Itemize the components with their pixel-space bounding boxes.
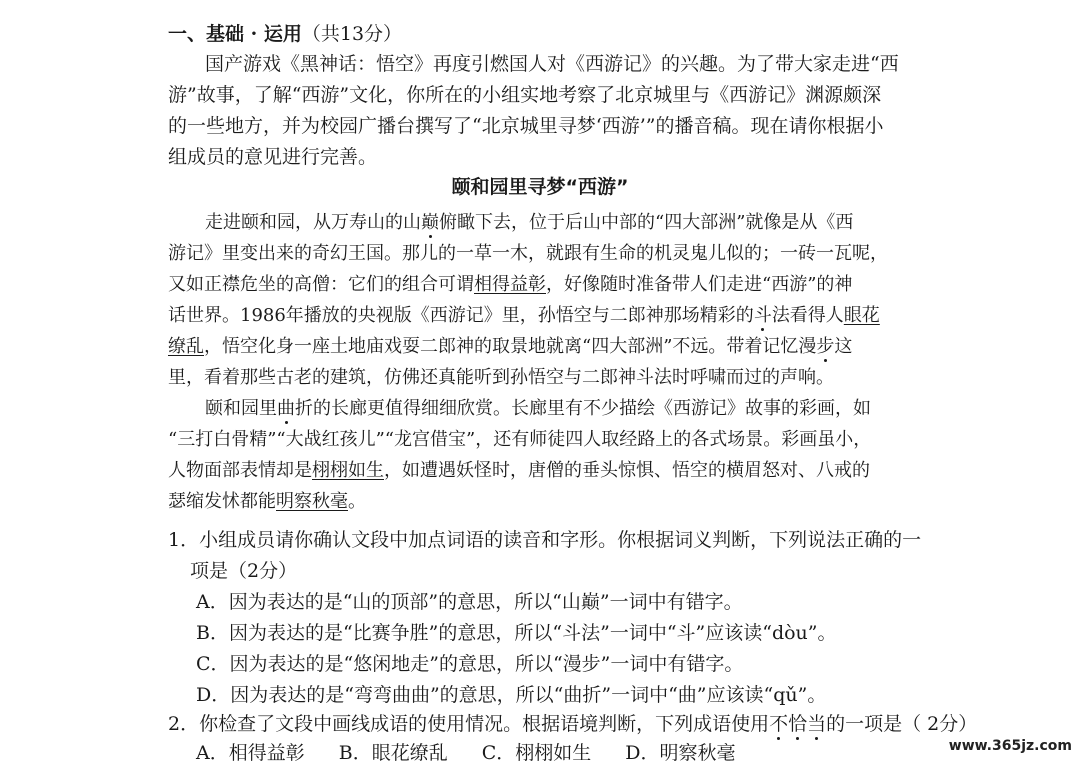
article-line: 话世界。1986年播放的央视版《西游记》里，孙悟空与二郎神那场精彩的斗法看得人眼花 [168,305,880,326]
question-1-option: B．因为表达的是“比赛争胜”的意思，所以“斗法”一词中“斗”应该读“dòu”。 [196,622,837,644]
question-1-option: A．因为表达的是“山的顶部”的意思，所以“山巅”一词中有错字。 [196,591,743,613]
article-line: 缭乱，悟空化身一座土地庙戏耍二郎神的取景地就离“四大部洲”不远。带着记忆漫步这 [168,336,853,357]
article-line: 瑟缩发怵都能明察秋毫。 [168,491,366,512]
question-1-stem: 项是（2分） [190,560,298,582]
underlined-idiom: 相得益彰 [474,274,546,295]
article-title: 颐和园里寻梦“西游” [451,176,629,198]
intro-line: 游”故事，了解“西游”文化，你所在的小组实地考察了北京城里与《西游记》渊源颇深 [168,84,882,106]
question-2-option: C．栩栩如生 [481,742,592,764]
section-points: （共13分） [301,23,403,45]
question-2-option: A．相得益彰 [196,742,305,764]
intro-line: 组成员的意见进行完善。 [168,146,378,168]
underlined-idiom: 缭乱 [168,336,204,357]
question-1-option: D．因为表达的是“弯弯曲曲”的意思，所以“曲折”一词中“曲”应该读“qǔ”。 [196,684,827,706]
article-line: 里，看着那些古老的建筑，仿佛还真能听到孙悟空与二郎神斗法时呼啸而过的声响。 [168,367,834,388]
article-line: “三打白骨精”“大战红孩儿”“龙宫借宝”，还有师徒四人取经路上的各式场景。彩画虽小， [168,429,872,450]
article-line: 又如正襟危坐的高僧：它们的组合可谓相得益彰，好像随时准备带人们走进“西游”的神 [168,274,853,295]
section-heading [168,20,402,48]
article-line: 走进颐和园，从万寿山的山巅俯瞰下去，位于后山中部的“四大部洲”就像是从《西 [205,212,854,233]
underlined-idiom: 明察秋毫 [276,491,348,512]
article-line: 颐和园里曲折的长廊更值得细细欣赏。长廊里有不少描绘《西游记》故事的彩画，如 [205,398,871,419]
watermark: www.365jz.com [948,738,1072,754]
question-1-option: C．因为表达的是“悠闲地走”的意思，所以“漫步”一词中有错字。 [196,653,744,675]
question-2-stem: 2．你检查了文段中画线成语的使用情况。根据语境判断，下列成语使用不恰当的一项是（ 2分） [168,713,978,735]
article-line: 人物面部表情却是栩栩如生，如遭遇妖怪时，唐僧的垂头惊惧、悟空的横眉怒对、八戒的 [168,460,870,481]
intro-line: 的一些地方，并为校园广播台撰写了“北京城里寻梦‘西游’”的播音稿。现在请你根据小 [168,115,884,137]
article-line: 游记》里变出来的奇幻王国。那儿的一草一木，就跟有生命的机灵鬼儿似的；一砖一瓦呢， [168,243,888,264]
question-1-stem: 1．小组成员请你确认文段中加点词语的读音和字形。你根据词义判断，下列说法正确的一 [168,529,922,551]
intro-line: 国产游戏《黑神话：悟空》再度引燃国人对《西游记》的兴趣。为了带大家走进“西 [205,53,899,75]
question-2-option: B．眼花缭乱 [338,742,448,764]
underlined-idiom: 栩栩如生 [312,460,384,481]
question-2-option: D．明察秋毫 [625,742,736,764]
section-label: 一、基础 · 运用 [168,23,302,45]
underlined-idiom: 眼花 [843,305,880,326]
